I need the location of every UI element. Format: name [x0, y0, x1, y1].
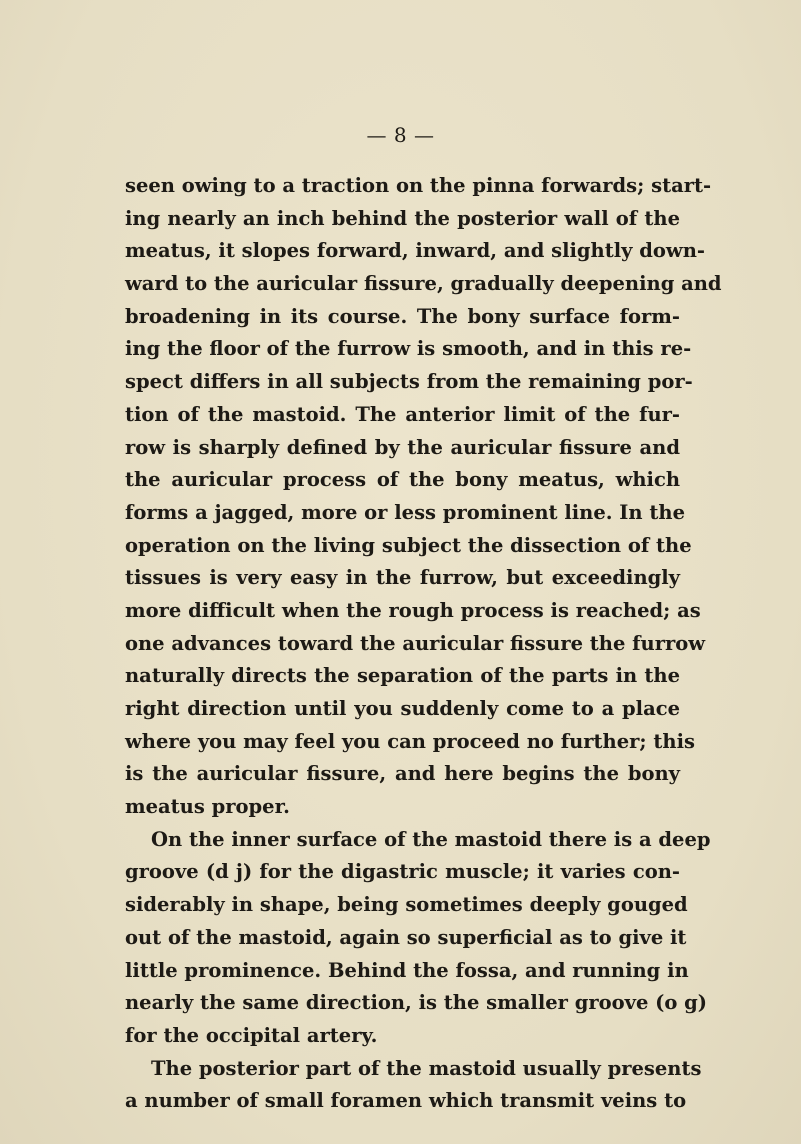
text-line: nearly the same direction, is the smaller groove (o g) [125, 991, 708, 1015]
text-line: one advances toward the auricular fissure the furrow [125, 631, 706, 655]
text-line: meatus, it slopes forward, inward, and slightly down- [125, 239, 705, 263]
text-line: operation on the living subject the dissection of the [125, 533, 692, 557]
text-line: On the inner surface of the mastoid there is a deep [151, 827, 711, 851]
text-line: where you may feel you can proceed no further; this [125, 729, 695, 753]
text-line: The posterior part of the mastoid usually presents [151, 1056, 702, 1080]
text-line: the auricular process of the bony meatus, which [125, 468, 680, 492]
text-line: more difficult when the rough process is reached; as [125, 598, 701, 622]
text-line: for the occipital artery. [125, 1023, 378, 1047]
text-line: right direction until you suddenly come to a place [125, 697, 680, 720]
text-line: ing nearly an inch behind the posterior wall of the [125, 206, 680, 230]
text-line: broadening in its course. The bony surface form- [125, 304, 680, 328]
text-line: ing the floor of the furrow is smooth, and in this re- [125, 337, 692, 361]
page-number: — 8 — [366, 123, 435, 147]
text-line: row is sharply defined by the auricular fissure and [125, 435, 680, 459]
text-line: tissues is very easy in the furrow, but exceedingly [125, 566, 680, 590]
text-line: seen owing to a traction on the pinna forwards; start- [125, 174, 712, 197]
text-line: naturally directs the separation of the parts in the [125, 664, 680, 688]
text-line: little prominence. Behind the fossa, and running in [125, 958, 689, 982]
text-line: out of the mastoid, again so superficial as to give it [125, 925, 687, 949]
text-line: siderably in shape, being sometimes deeply gouged [125, 893, 688, 917]
text-line: tion of the mastoid. The anterior limit of the fur- [125, 402, 680, 426]
text-line: groove (d j) for the digastric muscle; it varies con- [125, 860, 680, 884]
text-line: ward to the auricular fissure, gradually deepening and [125, 272, 722, 296]
body-text [125, 170, 722, 1118]
text-line: meatus proper. [125, 795, 290, 819]
text-line: forms a jagged, more or less prominent line. In the [125, 500, 685, 524]
text-line: is the auricular fissure, and here begins the bony [125, 762, 680, 786]
text-line: spect differs in all subjects from the remaining por- [125, 370, 693, 394]
text-line: a number of small foramen which transmit veins to [125, 1089, 687, 1113]
